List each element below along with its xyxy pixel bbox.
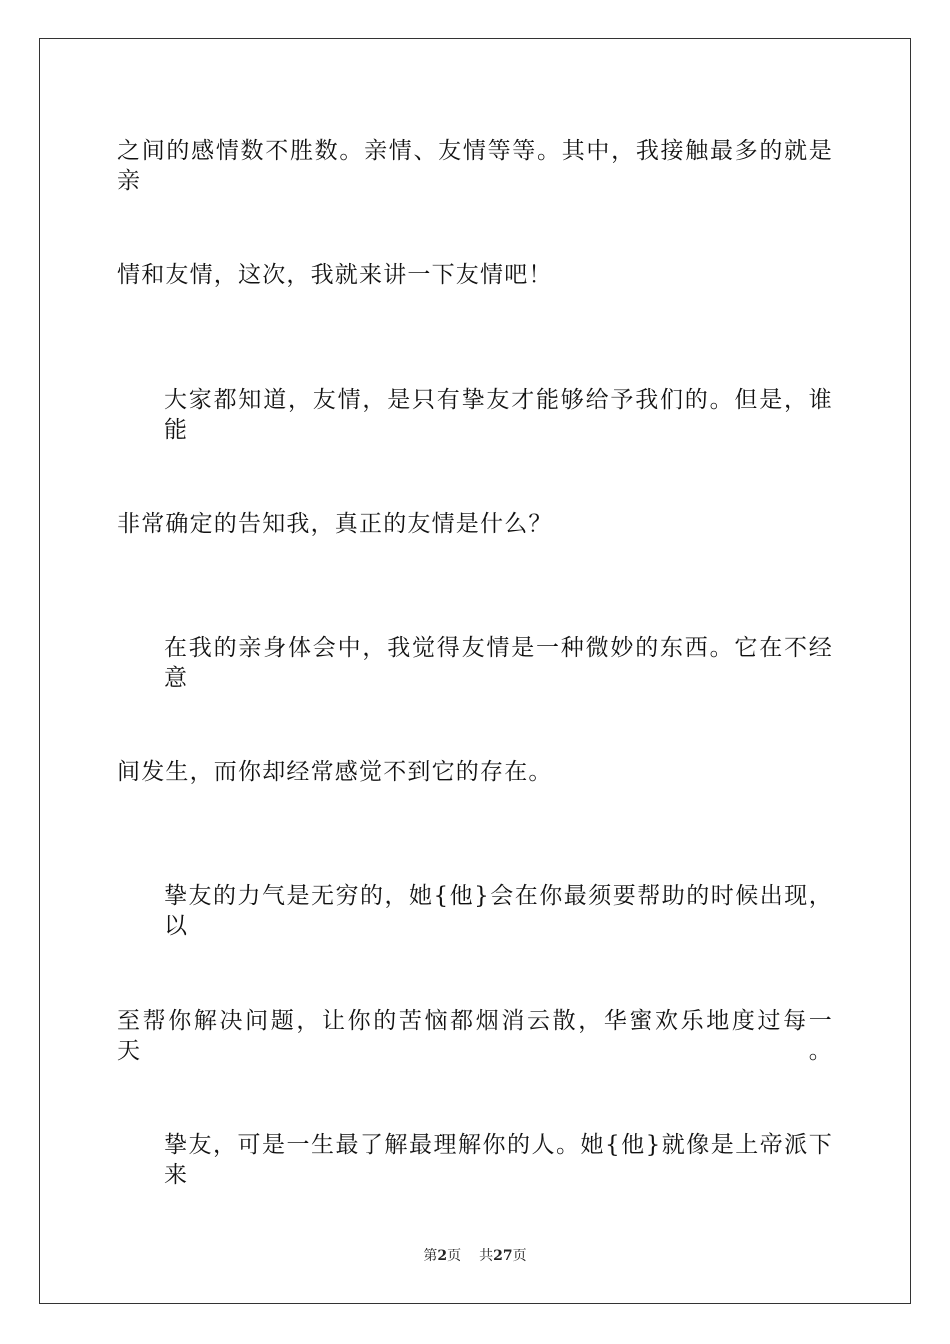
- footer-total-suffix: 页: [512, 1248, 527, 1264]
- footer-page-prefix: 第: [423, 1248, 438, 1264]
- footer-page-number: 2: [437, 1248, 448, 1264]
- text-line-3: 大家都知道，友情，是只有挚友才能够给予我们的。但是，谁能: [164, 387, 833, 443]
- footer-total-prefix: 共: [479, 1248, 494, 1264]
- page-footer: [0, 1247, 950, 1265]
- text-line-4: 非常确定的告知我，真正的友情是什么？: [117, 511, 553, 537]
- text-line-6: 间发生，而你却经常感觉不到它的存在。: [117, 759, 553, 785]
- text-line-9: 挚友，可是一生最了解最理解你的人。她{他}就像是上帝派下来: [164, 1132, 833, 1188]
- footer-total-pages: 27: [493, 1248, 513, 1264]
- footer-page-suffix: 页: [447, 1248, 462, 1264]
- text-line-8: 至帮你解决问题，让你的苦恼都烟消云散，华蜜欢乐地度过每一天。: [117, 1008, 833, 1064]
- text-line-7: 挚友的力气是无穷的，她{他}会在你最须要帮助的时候出现，以: [164, 883, 833, 939]
- text-line-2: 情和友情，这次，我就来讲一下友情吧！: [117, 262, 553, 288]
- text-line-5: 在我的亲身体会中，我觉得友情是一种微妙的东西。它在不经意: [164, 635, 833, 691]
- text-line-1: 之间的感情数不胜数。亲情、友情等等。其中，我接触最多的就是亲: [117, 138, 833, 194]
